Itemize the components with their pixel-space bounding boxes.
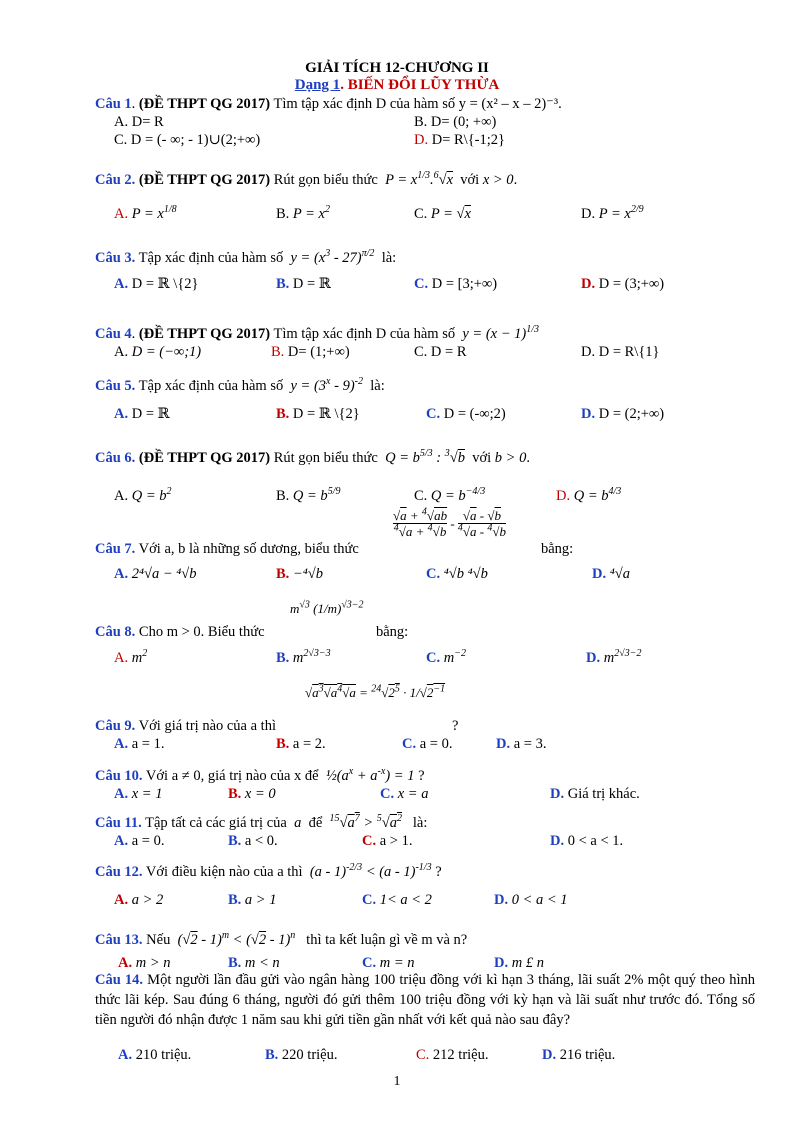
option-text: a = 2. <box>292 736 326 752</box>
question-tail: ? <box>418 768 425 784</box>
option-7a[interactable] <box>114 566 197 583</box>
question-label: Câu 4 <box>95 326 132 342</box>
option-expr: $P = x^{1/8}$ <box>131 204 177 222</box>
question-9-tail: ? <box>452 718 459 734</box>
option-letter: B. <box>276 736 290 752</box>
option-9d[interactable] <box>496 736 546 753</box>
option-letter: C. <box>414 344 428 360</box>
question-tail: thì ta kết luận gì về m và n? <box>306 932 468 948</box>
option-10d[interactable] <box>550 786 640 803</box>
option-letter: C. <box>414 276 429 292</box>
option-12d[interactable] <box>494 892 568 909</box>
option-8c[interactable] <box>426 650 466 667</box>
option-10a[interactable] <box>114 786 162 803</box>
option-9c[interactable] <box>402 736 452 753</box>
option-letter: B. <box>228 892 242 908</box>
option-text: a = 0. <box>419 736 453 752</box>
question-6: Câu 6. (ĐỀ THPT QG 2017) Rút gọn biểu thức $Q = b^{5/3}$ : $^3$√b với b > 0. <box>95 448 530 466</box>
option-letter: D. <box>556 488 571 504</box>
option-text: D= R <box>131 114 164 130</box>
question-tail: là: <box>412 815 428 831</box>
option-expr: $Q = b^{4/3}$ <box>573 486 622 504</box>
option-7b[interactable] <box>276 566 323 583</box>
expression: $y = (3^x - 9)^{-2}$ <box>290 376 363 394</box>
option-letter: C. <box>402 736 417 752</box>
question-text: Cho m > 0. Biểu thức <box>138 624 265 640</box>
option-expr: $P = x^2$ <box>292 204 330 222</box>
option-text: −⁴√b <box>292 566 323 582</box>
question-text: Với điều kiện nào của a thì <box>145 864 303 880</box>
option-letter: B. <box>276 566 290 582</box>
option-letter: B. <box>276 406 290 422</box>
question-8-expression: $m^{√3}$ $(1/m)^{√3-2}$ <box>290 599 364 616</box>
option-letter: D. <box>586 650 601 666</box>
question-text: Với a, b là những số dương, biểu thức <box>138 541 359 557</box>
question-label: Câu 1 <box>95 96 132 112</box>
option-5b[interactable] <box>276 406 360 423</box>
question-10 <box>95 768 425 785</box>
option-letter: B. <box>228 955 242 971</box>
option-text: x = a <box>397 786 429 802</box>
question-text: Rút gọn biểu thức <box>273 172 378 188</box>
option-letter: B. <box>276 206 290 222</box>
option-letter: C. <box>426 406 441 422</box>
option-letter: A. <box>114 566 129 582</box>
option-expr: $m^{2√3-3}$ <box>292 648 331 666</box>
question-label: Câu 10. <box>95 768 143 784</box>
question-label: Câu 8. <box>95 624 136 640</box>
option-9b[interactable] <box>276 736 326 753</box>
option-10b[interactable] <box>228 786 276 803</box>
option-text: D= R\{-1;2} <box>431 132 505 148</box>
question-label: Câu 2. <box>95 172 136 188</box>
option-text: 216 triệu. <box>559 1047 616 1063</box>
option-text: D= (0; +∞) <box>430 114 497 130</box>
option-letter: B. <box>228 833 242 849</box>
question-13 <box>95 932 467 949</box>
question-label: Câu 11. <box>95 815 142 831</box>
option-letter: B. <box>228 786 242 802</box>
question-8 <box>95 624 265 641</box>
option-5c[interactable] <box>426 406 506 423</box>
option-6c[interactable] <box>414 488 485 505</box>
option-expr: $Q = b^2$ <box>131 486 172 504</box>
option-1d[interactable] <box>414 132 505 149</box>
option-letter: A. <box>114 206 129 222</box>
option-3a[interactable] <box>114 276 199 293</box>
option-text: Giá trị khác. <box>567 786 640 802</box>
option-letter: D. <box>494 955 509 971</box>
option-8a[interactable] <box>114 650 147 667</box>
option-letter: C. <box>416 1047 430 1063</box>
expression: $y = (x^3 - 27)^{\pi/2}$ <box>290 248 375 266</box>
option-14a[interactable] <box>118 1047 191 1064</box>
option-text: a > 1. <box>379 833 413 849</box>
option-letter: D. <box>496 736 511 752</box>
question-source: (ĐỀ THPT QG 2017) <box>138 326 271 342</box>
option-letter: C. <box>426 650 441 666</box>
option-14d[interactable] <box>542 1047 615 1064</box>
question-7-expression: $\frac{√a + ^4√ab}{^4√a + ^4√b}$ - $\frac{√a - √b}{^4√a - ^4√b}$ <box>393 506 507 539</box>
option-14c[interactable] <box>416 1047 489 1064</box>
option-letter: A. <box>114 892 129 908</box>
question-text: Tìm tập xác định D của hàm số y = (x² – x – 2)⁻³. <box>273 96 562 112</box>
option-1a[interactable] <box>114 114 164 131</box>
option-text: D = ℝ \{2} <box>131 276 199 292</box>
option-letter: C. <box>362 892 377 908</box>
question-5 <box>95 378 385 395</box>
option-text: D = R <box>430 344 467 360</box>
question-3 <box>95 250 396 267</box>
option-letter: C. <box>362 833 377 849</box>
option-letter: A. <box>118 1047 133 1063</box>
option-text: 0 < a < 1 <box>511 892 568 908</box>
question-1: Câu 1. (ĐỀ THPT QG 2017) Tìm tập xác định D của hàm số y = (x² – x – 2)⁻³. <box>95 96 562 112</box>
option-text: a > 1 <box>244 892 277 908</box>
option-letter: D. <box>550 833 565 849</box>
option-letter: B. <box>271 344 285 360</box>
option-letter: D. <box>542 1047 557 1063</box>
question-mid: để <box>308 815 323 831</box>
option-text: a = 3. <box>513 736 547 752</box>
option-text: 0 < a < 1. <box>567 833 624 849</box>
expression: $\frac{1}{2}(a^x + a^{-x}) = 1$ <box>325 766 415 784</box>
question-11 <box>95 815 427 832</box>
section-label: Dạng 1 <box>294 77 341 93</box>
option-letter: C. <box>362 955 377 971</box>
condition: b > 0 <box>494 450 527 466</box>
option-expr: $m^{-2}$ <box>443 648 466 666</box>
option-10c[interactable] <box>380 786 428 803</box>
option-2c[interactable] <box>414 206 471 223</box>
variable: a <box>294 815 302 831</box>
option-12b[interactable] <box>228 892 276 909</box>
option-text: D = ℝ <box>131 406 170 422</box>
option-text: D = (2;+∞) <box>598 406 665 422</box>
question-text: Tìm tập xác định D của hàm số <box>273 326 456 342</box>
option-letter: A. <box>114 276 129 292</box>
option-text: m > n <box>135 955 171 971</box>
expression: (√2 - 1)$^m$ < (√2 - 1)$^n$ <box>177 930 296 948</box>
option-5a[interactable] <box>114 406 170 423</box>
option-8b[interactable] <box>276 650 331 667</box>
question-tail: là: <box>381 250 397 266</box>
question-text: Tập xác định của hàm số <box>138 378 284 394</box>
option-12a[interactable] <box>114 892 163 909</box>
option-text: m £ n <box>511 955 544 971</box>
option-letter: B. <box>265 1047 279 1063</box>
question-label: Câu 7. <box>95 541 136 557</box>
option-letter: B. <box>276 488 290 504</box>
option-6d[interactable] <box>556 488 621 505</box>
question-12 <box>95 864 442 881</box>
section-title: . BIẾN ĐỔI LŨY THỪA <box>340 77 500 93</box>
option-expr: $P = x^{2/9}$ <box>598 204 644 222</box>
question-9-expression: $√a^3√a^4√a = ^{24}√2^5 \cdot 1/√2^{-1}$ <box>305 683 446 700</box>
option-3c[interactable] <box>414 276 497 293</box>
option-14b[interactable] <box>265 1047 338 1064</box>
option-letter: D. <box>494 892 509 908</box>
expression: $Q = b^{5/3}$ : $^3$√b <box>385 448 465 466</box>
option-expr: $m^{2√3-2}$ <box>603 648 642 666</box>
option-letter: A. <box>118 955 133 971</box>
option-text: D = ℝ \{2} <box>292 406 360 422</box>
question-tail: ? <box>435 864 442 880</box>
question-7-tail: bằng: <box>541 541 574 557</box>
option-text: 220 triệu. <box>281 1047 338 1063</box>
question-14 <box>95 970 755 1030</box>
option-text: 212 triệu. <box>432 1047 489 1063</box>
option-6a[interactable] <box>114 488 172 505</box>
option-4a[interactable] <box>114 344 201 361</box>
option-1b[interactable] <box>414 114 496 131</box>
condition: x > 0 <box>482 172 514 188</box>
option-7c[interactable] <box>426 566 488 583</box>
section-heading <box>0 77 794 94</box>
option-11c[interactable] <box>362 833 412 850</box>
option-text: 2⁴√a − ⁴√b <box>131 566 197 582</box>
question-text: Với giá trị nào của a thì <box>138 718 276 734</box>
question-text: Tập tất cả các giá trị của <box>145 815 287 831</box>
option-expr: $m^2$ <box>131 648 148 666</box>
option-12c[interactable] <box>362 892 432 909</box>
option-3d[interactable] <box>581 276 664 293</box>
option-letter: C. <box>114 132 128 148</box>
expression: $P = x^{1/3}.^6√x$ <box>385 170 453 188</box>
option-letter: A. <box>114 488 129 504</box>
option-text: a = 1. <box>131 736 165 752</box>
question-text: Rút gọn biểu thức <box>273 450 378 466</box>
question-label: Câu 3. <box>95 250 136 266</box>
question-tail: là: <box>370 378 385 394</box>
option-letter: B. <box>414 114 428 130</box>
question-text: Nếu <box>146 932 171 948</box>
option-8d[interactable] <box>586 650 641 667</box>
option-text: D = (−∞;1) <box>131 344 202 360</box>
option-text: m = n <box>379 955 415 971</box>
question-label: Câu 5. <box>95 378 136 394</box>
question-source: (ĐỀ THPT QG 2017) <box>138 96 271 112</box>
page-title: GIẢI TÍCH 12-CHƯƠNG II <box>305 60 489 76</box>
option-text: m < n <box>244 955 280 971</box>
option-letter: A. <box>114 406 129 422</box>
expression: $^{15}√a^7 > ^5√a^2$ <box>329 813 402 831</box>
option-letter: B. <box>276 276 290 292</box>
option-letter: C. <box>414 206 428 222</box>
option-letter: D. <box>581 276 596 292</box>
question-label: Câu 14. <box>95 972 144 988</box>
option-11b[interactable] <box>228 833 278 850</box>
option-text: a > 2 <box>131 892 164 908</box>
option-letter: A. <box>114 786 129 802</box>
option-2d[interactable] <box>581 206 644 223</box>
option-letter: A. <box>114 114 129 130</box>
question-7 <box>95 541 359 558</box>
expression: (a - 1)$^{-2/3}$ < (a - 1)$^{-1/3}$ <box>309 862 432 880</box>
question-label: Câu 13. <box>95 932 143 948</box>
option-text: D = (3;+∞) <box>598 276 665 292</box>
option-letter: D. <box>414 132 429 148</box>
option-expr: $Q = b^{-4/3}$ <box>430 486 486 504</box>
option-6b[interactable] <box>276 488 340 505</box>
option-letter: D. <box>592 566 607 582</box>
question-label: Câu 12. <box>95 864 143 880</box>
option-letter: A. <box>114 736 129 752</box>
option-letter: B. <box>276 650 290 666</box>
option-2b[interactable] <box>276 206 330 223</box>
question-label: Câu 6. <box>95 450 136 466</box>
option-letter: A. <box>114 344 129 360</box>
option-text: D = (-∞;2) <box>443 406 506 422</box>
option-letter: A. <box>114 650 129 666</box>
expression: $y = (x - 1)^{1/3}$ <box>462 324 539 342</box>
question-source: (ĐỀ THPT QG 2017) <box>138 172 271 188</box>
option-11d[interactable] <box>550 833 623 850</box>
option-letter: C. <box>426 566 441 582</box>
option-7d[interactable] <box>592 566 630 583</box>
option-text: D = [3;+∞) <box>431 276 498 292</box>
option-2a[interactable] <box>114 206 177 223</box>
condition-text: với <box>472 450 492 466</box>
question-8-tail: bằng: <box>376 624 409 640</box>
option-letter: D. <box>581 344 596 360</box>
condition-text: với <box>460 172 480 188</box>
option-text: x = 0 <box>244 786 276 802</box>
question-9 <box>95 718 276 735</box>
option-text: D = ℝ <box>292 276 331 292</box>
option-3b[interactable] <box>276 276 331 293</box>
option-text: x = 1 <box>131 786 163 802</box>
option-letter: C. <box>414 488 428 504</box>
question-4: Câu 4. (ĐỀ THPT QG 2017) Tìm tập xác định D của hàm số $y = (x - 1)^{1/3}$ <box>95 324 539 342</box>
page-number: 1 <box>393 1074 401 1089</box>
option-9a[interactable] <box>114 736 164 753</box>
option-text: D = (- ∞; - 1)∪(2;+∞) <box>130 132 261 148</box>
option-text: ⁴√b ⁴√b <box>443 566 488 582</box>
question-2: Câu 2. (ĐỀ THPT QG 2017) Rút gọn biểu thức $P = x^{1/3}.^6√x$ với x > 0. <box>95 170 518 188</box>
question-text: Một người lần đầu gửi vào ngân hàng 100 triệu đồng với kì hạn 3 tháng, lãi suất 2% một quý theo hình thức lãi kép. Sau đúng 6 tháng, người đó gửi thêm 100 triệu đồng với kỳ hạn và lãi suất như trước đó. Tổng số tiền người đó nhận được 1 năm sau khi gửi tiền gần nhất với kết quả nào sau đây? <box>95 972 756 1028</box>
option-text: D = R\{1} <box>598 344 660 360</box>
option-expr: P = √x <box>430 206 471 222</box>
option-letter: D. <box>581 206 596 222</box>
option-5d[interactable] <box>581 406 664 423</box>
question-source: (ĐỀ THPT QG 2017) <box>138 450 271 466</box>
option-text: D= (1;+∞) <box>287 344 350 360</box>
option-text: a < 0. <box>244 833 278 849</box>
option-text: ⁴√a <box>609 566 630 582</box>
option-letter: C. <box>380 786 395 802</box>
option-expr: $Q = b^{5/9}$ <box>292 486 341 504</box>
option-text: 210 triệu. <box>135 1047 192 1063</box>
option-4b[interactable] <box>271 344 350 361</box>
option-letter: D. <box>581 406 596 422</box>
option-letter: A. <box>114 833 129 849</box>
option-text: 1< a < 2 <box>379 892 432 908</box>
question-text: Với a ≠ 0, giá trị nào của x để <box>145 768 319 784</box>
option-11a[interactable] <box>114 833 164 850</box>
question-label: Câu 9. <box>95 718 136 734</box>
option-letter: D. <box>550 786 565 802</box>
option-text: a = 0. <box>131 833 165 849</box>
question-text: Tập xác định của hàm số <box>138 250 284 266</box>
option-4c[interactable] <box>414 344 467 361</box>
option-1c[interactable] <box>114 132 260 149</box>
option-4d[interactable] <box>581 344 660 361</box>
